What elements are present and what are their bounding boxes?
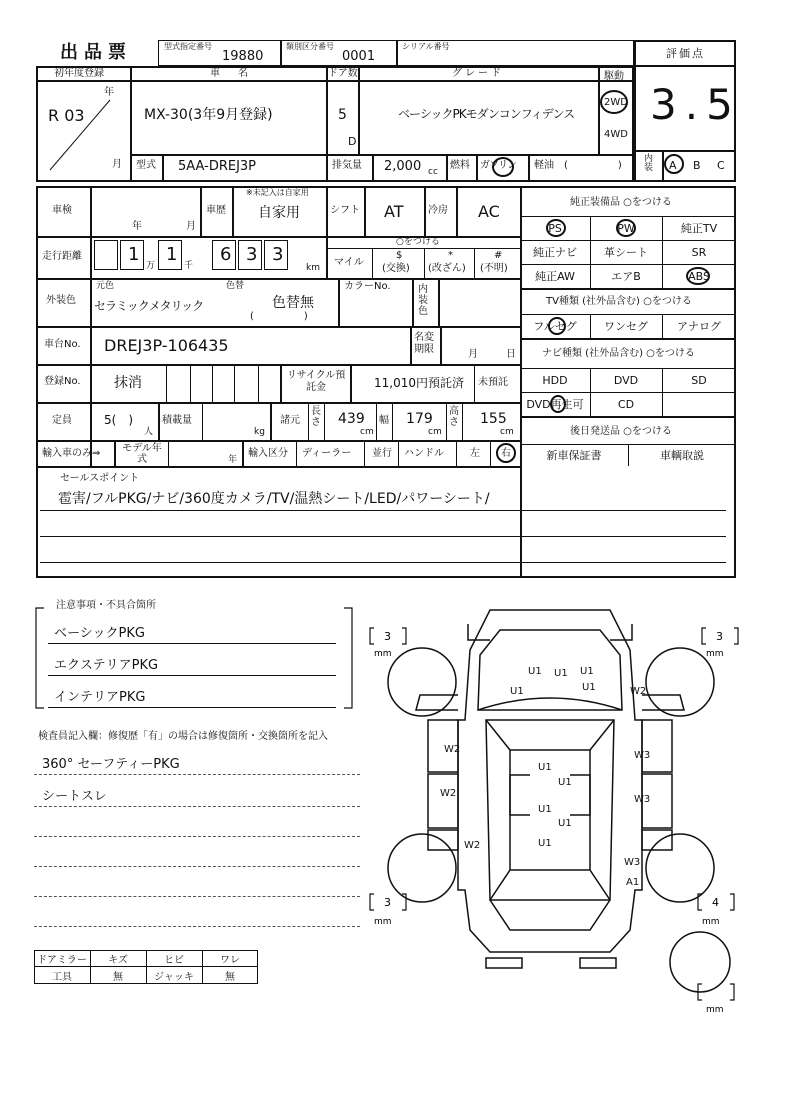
grade-label: グレード <box>452 68 504 79</box>
left-label: 左 <box>470 448 480 459</box>
first-reg-value: R 03 <box>48 106 85 125</box>
length-value: 439 <box>338 411 365 427</box>
class-value: 0001 <box>342 49 376 64</box>
tv-analog: アナログ <box>677 320 721 333</box>
doors-value: 5 <box>338 107 347 123</box>
sales-point-label: セールスポイント <box>60 473 140 484</box>
dim-label: 諸元 <box>280 415 300 426</box>
mark-8: W2 <box>440 788 457 799</box>
mark-7: W2 <box>444 744 461 755</box>
sales-point-value: 雹害/フルPKG/ナビ/360度カメラ/TV/温熱シート/LED/パワーシート/ <box>58 491 490 507</box>
original-color-label: 元色 <box>96 281 115 291</box>
chassis-value: DREJ3P-106435 <box>104 336 229 355</box>
height-value: 155 <box>480 411 507 427</box>
tv-fullseg: フルセグ <box>533 320 577 333</box>
equip-leather: 革シート <box>604 246 648 259</box>
length-label: 長さ <box>311 406 321 428</box>
height-unit: cm <box>500 427 514 437</box>
person-unit: 人 <box>144 427 154 437</box>
car-name-value: MX-30(3年9月登録) <box>144 107 273 123</box>
notes-title: 注意事項・不具合箇所 <box>56 600 156 611</box>
fullseg-circle <box>548 317 566 335</box>
drive-label: 駆動 <box>604 71 624 82</box>
exchange-label: (交換) <box>382 263 410 274</box>
mile-label: マイル <box>334 257 364 268</box>
interior-a: A <box>669 159 677 172</box>
type-spec-label: 型式指定番号 <box>164 42 212 51</box>
shift-value: AT <box>384 202 404 221</box>
mark-11: W3 <box>634 794 651 805</box>
navi-sd: SD <box>691 373 707 387</box>
first-reg-year: 年 <box>104 87 114 98</box>
capacity-label: 定員 <box>52 415 72 426</box>
mark-9: W2 <box>464 840 481 851</box>
mark-15: U1 <box>558 818 572 829</box>
tire-rl-value: 3 <box>384 896 391 909</box>
name-change-day: 日 <box>506 349 516 360</box>
drive-2wd-circle <box>600 90 628 114</box>
serial-label: シリアル番号 <box>402 42 450 51</box>
inspector-line-1: 360° セーフティーPKG <box>42 757 180 772</box>
drive-2wd: 2WD <box>604 97 628 108</box>
length-unit: cm <box>360 427 374 437</box>
equip-aw: 純正AW <box>535 270 575 283</box>
repaint-paren: ( ) <box>250 311 308 322</box>
mark-13: U1 <box>558 777 572 788</box>
mirror-header-2: キズ <box>108 954 128 966</box>
mirror-header-1: ドアミラー <box>37 954 87 966</box>
navi-dvd: DVD <box>613 373 639 387</box>
history-note: ※未記入は自家用 <box>246 188 309 197</box>
import-class-label: 輸入区分 <box>248 448 288 459</box>
load-label: 積載量 <box>162 415 192 426</box>
right-circle <box>496 443 516 463</box>
mirror-row-3: ジャッキ <box>154 972 194 983</box>
inspection-label: 車検 <box>52 205 72 216</box>
tamper-sym: * <box>448 250 453 261</box>
displacement-value: 2,000 <box>384 159 422 174</box>
shift-label: シフト <box>330 205 360 216</box>
original-color-value: セラミックメタリック <box>94 299 204 313</box>
first-reg-label: 初年度登録 <box>54 68 104 79</box>
later-title: 後日発送品 ○をつける <box>570 426 672 437</box>
mark-18: A1 <box>626 877 640 888</box>
car-name-label: 車 名 <box>210 68 252 79</box>
tv-oneseg: ワンセグ <box>604 320 648 333</box>
equip-pw: PW <box>617 221 635 235</box>
pw-circle <box>616 219 636 237</box>
handle-label: ハンドル <box>404 448 444 459</box>
fuel-value: ガソリン <box>480 160 516 171</box>
history-value: 自家用 <box>258 205 300 221</box>
first-reg-slash <box>46 96 116 174</box>
parallel-label: 並行 <box>372 448 392 459</box>
later-manual: 車輌取説 <box>660 449 704 462</box>
tire-rr-unit: mm <box>702 917 720 927</box>
chassis-label: 車台No. <box>44 339 81 350</box>
mirror-row-1: 工具 <box>52 972 72 983</box>
drive-4wd: 4WD <box>604 129 628 140</box>
note-line-2: エクステリアPKG <box>54 658 159 673</box>
mark-16: U1 <box>538 838 552 849</box>
car-damage-diagram <box>360 600 740 1020</box>
evaluation-score: 3.5 <box>650 80 741 129</box>
interior-color-label: 内装色 <box>418 284 428 317</box>
mark-10: W3 <box>634 750 651 761</box>
mark-17: W3 <box>624 857 641 868</box>
recycle-unpaid: 未預託 <box>478 377 508 388</box>
ac-value: AC <box>478 202 500 221</box>
type-spec-value: 19880 <box>222 49 264 64</box>
mark-label: ○をつける <box>396 237 440 247</box>
model-label: 型式 <box>136 160 156 171</box>
dvd-play-circle <box>550 395 566 413</box>
tire-rr-value: 4 <box>712 896 719 909</box>
note-line-3: インテリアPKG <box>54 690 146 705</box>
tire-rl-unit: mm <box>374 917 392 927</box>
interior-a-circle <box>664 154 684 174</box>
displacement-unit: cc <box>428 167 438 177</box>
sheet-title: 出品票 <box>60 42 132 63</box>
tire-fr-unit: mm <box>706 649 724 659</box>
unknown-label: (不明) <box>480 263 508 274</box>
mark-4: U1 <box>510 686 524 697</box>
mark-3: U1 <box>580 666 594 677</box>
tire-fr-value: 3 <box>716 630 723 643</box>
light-oil-label: 軽油 <box>534 160 554 171</box>
fuel-label: 燃料 <box>450 160 470 171</box>
mirror-row-2: 無 <box>113 972 123 983</box>
later-warranty: 新車保証書 <box>546 449 602 462</box>
exterior-label: 外装色 <box>46 295 76 306</box>
equip-airbag: エアB <box>611 270 641 283</box>
history-label: 車歴 <box>206 205 226 216</box>
grade-value: ベーシックPKモダンコンフィデンス <box>398 107 575 121</box>
equipment-panel <box>520 186 736 466</box>
navi-hdd: HDD <box>542 373 568 387</box>
mark-2: U1 <box>554 668 568 679</box>
model-value: 5AA-DREJ3P <box>178 159 257 174</box>
color-no-label: カラーNo. <box>344 281 391 292</box>
model-year-unit: 年 <box>228 455 238 465</box>
tamper-label: (改ざん) <box>428 263 466 274</box>
capacity-value: 5( ) <box>104 413 133 427</box>
mark-1: U1 <box>528 666 542 677</box>
right-label: 右 <box>501 448 511 459</box>
spare-unit: mm <box>706 1005 724 1015</box>
dealer-label: ディーラー <box>302 448 352 459</box>
mark-12: U1 <box>538 762 552 773</box>
navi-cd: CD <box>617 397 635 411</box>
ps-circle <box>546 219 566 237</box>
inspection-month: 月 <box>186 221 196 232</box>
equip-navi: 純正ナビ <box>533 246 577 259</box>
class-label: 類別区分番号 <box>286 42 334 51</box>
mark-14: U1 <box>538 804 552 815</box>
mirror-header-3: ヒビ <box>164 954 184 966</box>
recycle-value: 11,010円預託済 <box>374 376 464 390</box>
fuel-paren: ( ) <box>564 160 622 171</box>
note-line-1: ベーシックPKG <box>54 626 145 641</box>
first-reg-month: 月 <box>112 159 122 170</box>
navi-dvd-play: DVD再生可 <box>526 398 584 411</box>
navi-title: ナビ種類 (社外品含む) ○をつける <box>542 348 695 359</box>
evaluation-label: 評価点 <box>666 47 705 60</box>
kg-unit: kg <box>254 427 265 437</box>
equip-tv: 純正TV <box>680 222 718 235</box>
repaint-value: 色替無 <box>272 295 314 311</box>
recycle-label: リサイクル預託金 <box>286 370 346 393</box>
mirror-header-4: ワレ <box>220 954 240 966</box>
name-change-month: 月 <box>468 349 478 360</box>
inspector-line-2: シートスレ <box>42 789 107 804</box>
height-label: 高さ <box>449 406 459 428</box>
width-value: 179 <box>406 411 433 427</box>
import-label: 輸入車のみ⇒ <box>42 448 101 459</box>
tv-title: TV種類 (社外品含む) ○をつける <box>546 296 692 307</box>
repaint-label: 色替 <box>226 281 245 291</box>
equip-abs: ABS <box>688 269 710 283</box>
inspector-title: 検査員記入欄：修復歴「有」の場合は修復箇所・交換箇所を記入 <box>38 731 328 742</box>
width-label: 幅 <box>379 415 389 426</box>
equipment-title: 純正装備品 ○をつける <box>570 197 672 208</box>
equip-sr: SR <box>691 245 707 259</box>
tire-fl-value: 3 <box>384 630 391 643</box>
exchange-sym: $ <box>396 250 403 261</box>
mark-6: W2 <box>630 686 647 697</box>
interior-label: 内装 <box>644 154 654 173</box>
fuel-circle <box>492 157 514 177</box>
mark-5: U1 <box>582 682 596 693</box>
mileage-label: 走行距離 <box>42 251 82 262</box>
model-year-label: モデル年式 <box>122 443 162 465</box>
mirror-row-4: 無 <box>225 972 235 983</box>
doors-type: D <box>348 135 357 148</box>
ac-label: 冷房 <box>428 205 448 216</box>
doors-label: ドア数 <box>328 68 358 79</box>
width-unit: cm <box>428 427 442 437</box>
interior-b: B <box>693 159 701 172</box>
unknown-sym: # <box>494 250 503 261</box>
inspection-year: 年 <box>132 221 142 232</box>
name-change-label: 名変期限 <box>414 332 434 355</box>
reg-value: 抹消 <box>114 375 142 391</box>
interior-c: C <box>717 159 725 172</box>
abs-circle <box>686 267 710 285</box>
reg-label: 登録No. <box>44 376 81 387</box>
displacement-label: 排気量 <box>332 160 362 171</box>
equip-ps: PS <box>548 221 562 235</box>
tire-fl-unit: mm <box>374 649 392 659</box>
